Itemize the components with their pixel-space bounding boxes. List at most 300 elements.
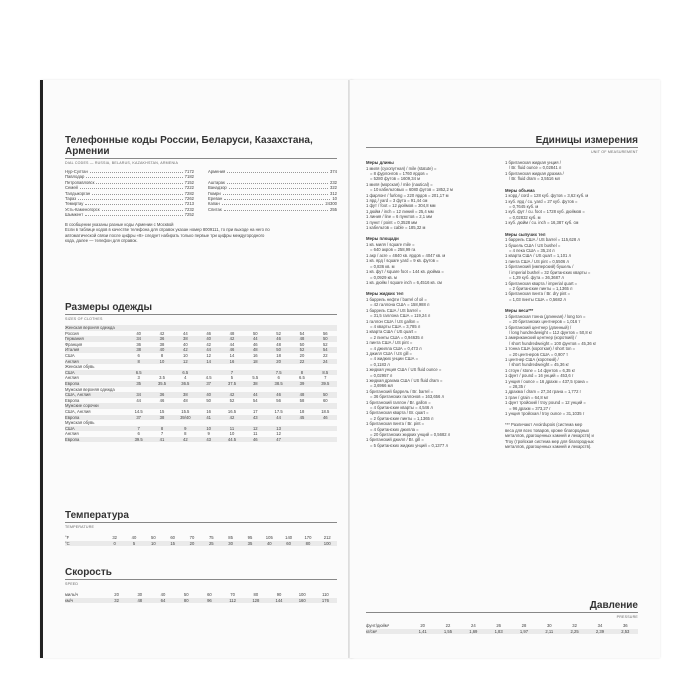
table-cell: 42 [229,414,235,420]
table-cell: 46 [276,336,281,342]
table-cell: 52 [322,341,328,347]
unit-line: 1 ярд / yard = 3 фута = 91,44 см [366,198,428,204]
table-cell: 42 [206,341,211,347]
table-cell: 75 [208,535,214,540]
table-cell: 8 [160,425,164,431]
unit-line: 1 британская пинта / Br. pint = [366,421,425,427]
units-section [366,135,638,455]
table-cell: 18.5 [321,408,330,414]
row-label: км/ч [65,597,74,603]
unit-line: 1 тонна США (короткая) / short ton = [505,346,576,352]
units-subtitle: UNIT OF MEASUREMENT [590,150,638,154]
table-cell: 36 [159,336,165,342]
unit-group-title: Меры объема [505,187,535,193]
unit-line: 1 баррель США / US barrel = 115,628 л [505,237,580,243]
unit-line: = 2 британские пинты = 1,1365 л [509,285,573,291]
row-label: °C [65,540,70,546]
row-label: Россия [65,330,79,336]
table-cell: 6.5 [299,375,305,381]
unit-line: 1 кварта США / US quart = 1,101 л [505,253,571,259]
table-cell: 40 [160,592,166,597]
table-cell: 46 [229,347,235,353]
table-cell: 11 [229,425,235,431]
table-cell: 1,41 [418,628,427,634]
unit-line: = 640 акров = 258,99 га [370,247,416,253]
unit-line: = 36 британских галлонов = 163,656 л [370,394,444,400]
table-cell: 30 [228,540,233,546]
unit-line: = 4 кварты США = 3,785 л [370,323,421,329]
temperature-subtitle: TEMPERATURE [65,525,95,529]
row-label: Женская обувь [65,364,95,370]
leader-dots [223,191,328,195]
unit-line: 1 унция / ounce = 16 драхм = 437,5 грана = [505,378,589,384]
table-cell: 13 [276,425,281,431]
unit-line: 1 жидкая унция США / US fluid ounce = [366,367,442,373]
table-cell: 38 [182,336,188,342]
divider [366,612,638,613]
unit-line: 1 британская кварта / Br. quart = [366,410,429,416]
row-label: Италия [65,347,80,353]
row-label: США [65,425,75,431]
table-cell: 64 [160,597,166,603]
leader-dots [78,196,182,200]
unit-line: / imperial bushel = 32 британских кварты = [509,269,591,275]
table-cell: 17.5 [274,408,283,414]
table-cell: 14 [229,352,235,358]
table-cell: 60 [286,540,291,546]
table-cell: 42 [182,347,188,353]
phone-codes-col-1 [65,169,194,218]
row-label: миль/ч [65,592,79,597]
unit-group [505,160,638,182]
city-name: Армения [208,169,226,174]
row-label: Англия [65,431,79,437]
table-cell: 95 [247,535,253,540]
unit-line: 1 фут / foot = 12 дюймов = 304,8 мм [366,203,436,209]
city-name: Усть-Каменогорск [65,206,100,212]
unit-line: 1 кварта США / US quart = [366,329,417,335]
row-label: Франция [65,341,83,347]
phone-code-row [65,212,194,217]
unit-line: / short hundredweight = 100 фунтов = 45,36 кг [509,340,597,346]
unit-line: = 96 драхм = 373,27 г [509,405,551,411]
leader-dots [224,207,328,211]
table-cell: 8 [184,431,187,437]
unit-line: 1 британская пинта / Br. dry pint = [505,291,571,297]
table-cell: 46 [276,392,281,398]
phone-codes-subtitle: DIAL CODES — RUSSIA, BELARUS, KAZAKHSTAN, ARMENIA [65,161,179,165]
unit-line: = 5280 футов = 1609,34 м [370,176,420,182]
table-cell: 110 [322,592,329,597]
dial-code: 232 [330,179,337,185]
table-cell: 10 [159,358,165,364]
unit-line: = 4 британские кварты = 4,546 л [370,405,433,411]
table-cell: 2,11 [545,628,554,634]
unit-group [366,291,499,448]
unit-line: 1 фарлонг / furlong = 220 ярдов = 201,17 м [366,192,449,198]
table-row [65,359,337,365]
table-row [65,598,337,604]
unit-group [505,308,638,416]
dial-code: 322 [330,185,337,191]
table-cell: 40 [159,347,165,353]
unit-line: металлов, драгоценных камней и лекарств) и [505,433,594,439]
table-cell: 15 [170,540,175,546]
unit-line: 1 пинта США / US pint = [366,340,413,346]
table-cell: 52 [299,347,305,353]
row-label: °F [65,535,70,540]
table-cell: 54 [299,330,305,336]
speed-subtitle: SPEED [65,582,79,586]
table-cell: 40 [206,336,211,342]
table-row [65,541,337,547]
table-cell: 16 [229,358,235,364]
phone-note-line: автоматической связи после цифры «8» следует набирать только первые три цифры междугородного [65,232,265,238]
row-label: Мужская обувь [65,420,95,426]
table-cell: 5 [132,540,136,546]
table-cell: 2,25 [570,628,579,634]
unit-group [505,232,638,302]
unit-line: 1 пункт / point = 0,3528 мм [366,219,418,225]
unit-line: = 0,02832 куб. м [509,214,541,220]
unit-line: = 0,0929 кв. м [370,274,397,280]
row-label: Мужские сорочки [65,403,99,409]
table-cell: 4.5 [205,375,212,381]
table-cell: 41 [159,436,165,442]
table-cell: 36 [622,623,628,628]
table-cell: 70 [189,535,195,540]
right-page [350,80,660,658]
phone-codes-title: Телефонные коды России, Беларуси, Казахстана, Армении [65,135,313,157]
row-label: Европа [65,436,80,442]
table-cell: 54 [322,347,328,353]
unit-line: = 4 британских джилла = [370,426,419,432]
table-cell: 48 [137,597,143,603]
table-cell: 80 [183,597,189,603]
table-cell: 9 [184,425,187,431]
dial-code: 7252 [184,212,194,218]
phone-codes-col-2 [208,169,337,218]
leader-dots [86,174,182,178]
leader-dots [102,207,183,211]
table-cell: 90 [276,592,282,597]
table-cell: 38.5 [274,380,283,386]
table-cell: 12 [182,358,188,364]
leader-dots [227,180,328,184]
unit-line: 1 американский центнер (короткий) / [505,335,577,341]
unit-line: *** Различают Avoirdupois (система мер [505,422,583,428]
table-cell: 36 [136,341,141,347]
row-label: Европа [65,414,80,420]
city-name: Капан [208,201,220,207]
leader-dots [90,169,183,173]
table-cell: 7 [230,369,234,375]
unit-line: 1 стоун / stone = 14 фунтов = 6,35 кг [505,367,576,373]
table-cell: 44.5 [227,436,237,442]
unit-line: 1 баррель США / US barrel = [366,307,422,313]
table-cell [290,437,313,443]
table-cell: 6.5 [135,369,142,375]
table-cell [314,437,337,443]
table-cell: 70 [230,592,235,597]
table-cell: 6.5 [182,369,189,375]
table-cell: 3.5 [159,375,165,381]
row-label: Европа [65,380,80,386]
table-cell: 52 [229,397,235,403]
unit-group [366,236,499,285]
phone-note [65,222,337,244]
table-cell: 39/40 [180,414,191,420]
table-cell: 14.5 [134,408,143,414]
unit-line: 1 британская жидкая унция / [505,160,561,165]
table-row [65,398,337,404]
city-name: Аштарак [208,179,225,185]
dial-code: 7232 [184,206,194,212]
dial-code: 7182 [184,174,194,180]
table-cell: 80 [305,540,311,546]
table-cell: 42 [229,336,235,342]
table-cell: 47 [276,436,281,442]
table-cell: 44 [136,397,141,403]
table-cell: 34 [136,392,141,398]
unit-line: 1 кв. дюйм / square inch = 6,4516 кв. см [366,279,442,285]
phone-note-line: кода, далее — телефон для справок. [65,238,138,244]
unit-line: металлов, драгоценных камней и лекарств). [505,444,592,450]
unit-line: 1 кв. фут / square foot = 144 кв. дюйма = [366,269,444,275]
table-cell: 40 [182,341,188,347]
phone-code-row [208,212,337,217]
clothes-title: Размеры одежды [65,302,153,313]
table-cell: 20 [114,592,119,597]
unit-line: 1 центнер США (короткий) / [505,356,559,362]
table-cell: 1,55 [443,628,453,634]
left-page [40,80,353,658]
unit-line: 1 миля (сухопутная) / mile (statute) = [366,165,437,171]
unit-line: 1 кв. ярд / square yard = 9 кв. футов = [366,258,439,264]
table-cell: 100 [298,592,306,597]
unit-line: = 3,6966 мл [370,383,393,389]
dial-code: 7152 [184,179,194,185]
table-cell: 37 [206,380,211,386]
unit-line: = 4 джилла США = 0,473 л [370,345,422,351]
unit-line: 1 британская кварта / imperial quart = [505,280,578,286]
table-cell: 60 [207,592,212,597]
table-cell: 2,53 [621,628,630,634]
unit-line: 1 линия / line = 6 пунктов = 2,1 мм [366,214,432,220]
table-cell: 60 [322,397,328,403]
units-columns [366,160,638,455]
divider [65,158,337,159]
dial-code: 7262 [184,196,194,202]
city-name: Ванадзор [208,185,227,191]
table-cell: 4 [184,375,187,381]
table-cell: 6 [277,375,280,381]
table-cell: 212 [323,535,331,540]
table-cell: 144 [275,597,283,603]
table-cell: 35 [247,540,253,546]
table-row [366,629,638,635]
unit-line: = 2 британские пинты = 1,1365 л [370,415,434,421]
divider [65,522,337,523]
table-cell: 26 [496,623,501,628]
table-cell: 105 [265,535,273,540]
unit-group-title: Меры сыпучих тел [505,231,546,237]
table-cell: 16 [206,408,211,414]
dial-code: 10 [332,196,337,202]
table-cell: 12 [276,431,281,437]
unit-line: / short hundredweight = 45,36 кг [509,362,570,368]
table-cell: 36.5 [181,380,190,386]
table-cell: 8 [300,369,304,375]
table-cell: 128 [252,597,260,603]
row-label: фунт/дюйм² [366,623,390,628]
unit-group [505,422,638,449]
clothes-subtitle: SIZES OF CLOTHES [65,317,103,321]
table-cell: 5 [230,375,234,381]
table-cell: 140 [285,535,293,540]
unit-line: 1 британский баррель / Br. barrel = [366,388,434,394]
table-cell: 39.5 [321,380,330,386]
table-cell: 20 [276,358,281,364]
row-label: Женская верхняя одежда [65,325,115,330]
table-cell: 10 [150,540,156,546]
table-cell: 22 [322,352,328,358]
table-cell: 16 [252,352,258,358]
table-cell: 44 [182,330,188,336]
table-cell: 50 [322,392,328,398]
leader-dots [227,169,328,173]
clothes-section [65,302,337,442]
table-cell: 50 [322,336,328,342]
table-cell: 48 [276,341,281,347]
table-cell: 16.5 [227,408,237,414]
table-cell: 24 [322,358,328,364]
unit-line: 1 дюйм / inch = 12 линий = 25,4 мм [366,208,434,214]
unit-line: / long hundredweight = 112 фунтов = 50,8 кг [509,329,593,335]
table-cell: 34 [597,623,603,628]
unit-line: = 20 британских жидких унций = 0,5682 л [370,432,451,438]
table-cell: 10 [206,425,211,431]
phone-codes-table [65,169,337,218]
table-cell: 43 [206,436,211,442]
table-cell: 40 [206,392,211,398]
row-label: Мужская верхняя одежда [65,386,115,392]
table-cell: 38 [136,347,141,353]
table-cell: 10 [229,431,235,437]
dial-code: 7213 [184,201,194,207]
table-row [65,415,337,421]
table-cell: 20 [189,540,195,546]
row-label: Европа [65,397,80,403]
unit-line: = 0,836 кв. м [370,263,395,269]
table-cell: 40 [266,540,272,546]
unit-group [366,160,499,230]
dial-code: 255 [330,206,337,212]
unit-line: = 4 пека США = 35,24 л [509,248,555,254]
unit-line: = 1,03 пинты США = 0,5682 л [509,296,566,302]
unit-line: 1 куб. ярд / cu. yard = 27 куб. футов = [505,198,578,204]
clothes-table [65,325,337,442]
pressure-title: Давление [589,600,638,611]
table-cell: 58 [299,397,305,403]
table-cell: 44 [252,392,258,398]
city-name: Павлодар [65,174,85,180]
unit-line: 1 британский (имперский) бушель / [505,264,574,270]
city-name: Гюмри [208,190,221,196]
unit-line: / Br. fluid ounce = 0,02841 л [509,165,562,171]
table-cell: 40 [131,535,137,540]
leader-dots [80,185,183,189]
unit-line: = 5 британских жидких унций = 0,1377 л [370,442,448,448]
table-cell: 5.5 [252,375,259,381]
table-cell: 50 [276,347,281,353]
temperature-table [65,535,337,546]
table-cell: 60 [170,535,175,540]
table-cell: 12 [252,425,258,431]
table-cell: 50 [252,330,258,336]
units-col-2 [505,160,638,455]
table-cell: 7.5 [275,369,282,375]
unit-line: = 1,29 куб. фута = 36,3687 л [509,275,564,281]
unit-line: = 31,5 галлона США = 119,24 л [370,313,431,319]
unit-line: = 20 британских центнеров = 1,016 т [509,319,581,325]
table-cell: 44 [229,341,235,347]
row-label: Англия [65,375,79,381]
dial-code: 374 [330,169,337,174]
table-cell: 80 [253,592,259,597]
table-cell: 30 [137,592,143,597]
phone-codes-section [65,135,337,244]
row-label: США [65,352,75,358]
row-label: США [65,369,75,375]
dial-code: 7172 [184,169,194,174]
table-cell: 100 [323,540,331,546]
unit-line: = 28,35 г [509,384,526,389]
city-name: Темиртау [65,201,84,207]
table-cell: 17 [252,408,258,414]
table-cell: 20 [299,352,305,358]
table-cell: 42 [182,436,188,442]
table-cell: 38 [182,392,188,398]
leader-dots [96,180,182,184]
table-cell: 8 [160,352,164,358]
table-cell: 25 [208,540,214,546]
table-cell: 96 [207,597,212,603]
unit-line: 1 фунт / pound = 16 унций = 453,6 г [505,373,574,379]
unit-line: 1 пинта США / US pint = 0,5506 л [505,258,569,264]
table-cell: 48 [252,347,258,353]
city-name: Ереван [208,196,223,202]
unit-group [505,188,638,226]
city-name: Нур-Султан [65,169,88,174]
table-cell: 20 [420,623,425,628]
table-cell: 50 [183,592,189,597]
unit-line: 1 гран / grain = 64,8 мг [505,394,549,400]
table-cell: 32 [112,535,117,540]
table-cell: 56 [276,397,281,403]
row-label: Германия [65,336,84,342]
unit-line: 1 миля (морская) / mile (nautical) = [366,181,433,187]
unit-line: 1 британская жидкая драхма / [505,170,564,176]
table-cell: 36 [159,392,165,398]
table-cell: 8 [137,358,140,364]
city-name: Талдыкорган [65,190,91,196]
table-cell: 44 [206,347,211,353]
row-label: США, Англия [65,408,91,414]
unit-line: 1 галлон США / US gallon = [366,318,419,324]
divider [65,579,337,580]
table-cell: 35 [136,380,141,386]
